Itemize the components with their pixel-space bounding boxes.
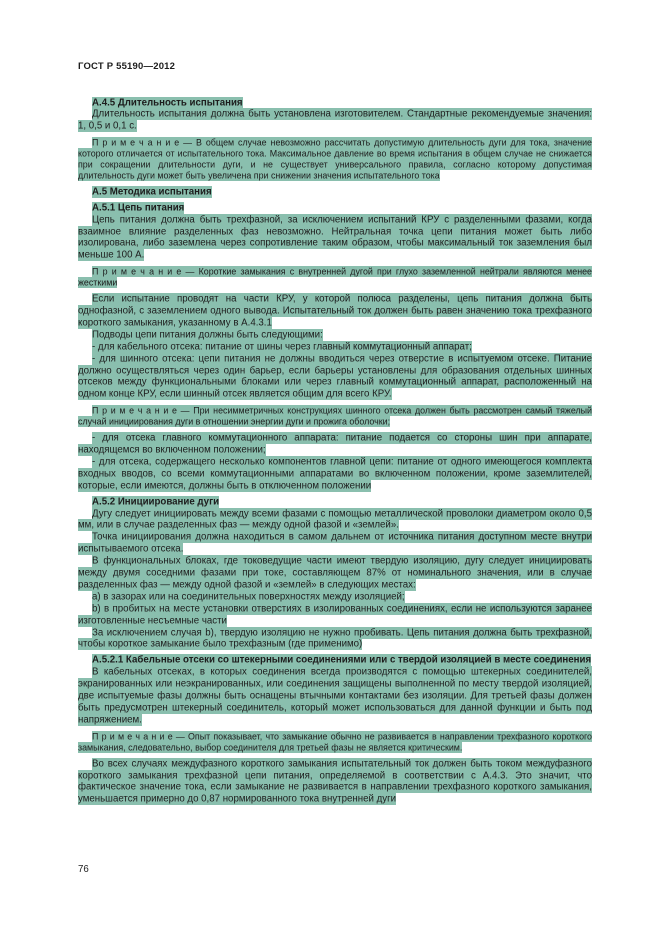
highlighted-text: А.5.1 Цепь питания	[92, 202, 185, 214]
highlighted-text: - для кабельного отсека: питание от шины через главный коммутационный аппарат;	[92, 341, 472, 353]
body-paragraph	[78, 341, 592, 353]
highlighted-text: Дугу следует инициировать между всеми фазами с помощью металлической проволоки диаметром около 0,5 мм, или в случае разделенных фаз — между одной фазой и «землей».	[78, 508, 592, 531]
body-paragraph	[78, 214, 592, 262]
highlighted-text: П р и м е ч а н и е — При несимметричных конструкциях шинного отсека должен быть рассмотрен самый тяжелый случай инициирования дуги в отношении энергии дуги и прожига оболочки;	[78, 405, 592, 427]
body-paragraph	[78, 603, 592, 627]
note-paragraph	[78, 138, 592, 182]
body-paragraph	[78, 591, 592, 603]
highlighted-text: А.5.2 Инициирование дуги	[92, 496, 220, 508]
highlighted-text: а) в зазорах или на соединительных поверхностях между изоляцией;	[92, 591, 405, 603]
body-paragraph	[78, 508, 592, 532]
highlighted-text: - для шинного отсека: цепи питания не должны вводиться через отверстие в испытуемом отсеке. Питание должно осуществляться через один барьер, если барьеры установлены для образования отдельных шинных отсеков между функциональными блоками или через главный коммутационный аппарат, расположенный на одном конце КРУ, если шинный отсек является общим для всего КРУ.	[78, 353, 592, 400]
highlighted-text: b) в пробитых на месте установки отверстиях в изолированных соединениях, если не используются заранее изготовленные несъемные части	[78, 603, 592, 627]
highlighted-text: Точка инициирования должна находиться в самом дальнем от источника питания доступном месте внутри испытываемого отсека.	[78, 531, 592, 555]
document-content	[78, 93, 592, 806]
page-number: 76	[78, 864, 89, 875]
body-paragraph	[78, 556, 592, 592]
document-title: ГОСТ Р 55190—2012	[78, 61, 176, 72]
note-paragraph	[78, 406, 592, 428]
section-heading	[78, 186, 592, 198]
section-heading	[78, 655, 592, 667]
note-paragraph	[78, 731, 592, 753]
body-paragraph	[78, 667, 592, 727]
highlighted-text: За исключением случая b), твердую изоляцию не нужно пробивать. Цепь питания должна быть трехфазной, чтобы короткое замыкание было трехфазным (где применимо)	[78, 627, 592, 650]
section-heading	[78, 97, 592, 109]
note-paragraph	[78, 267, 592, 289]
body-paragraph	[78, 329, 592, 341]
highlighted-text: Цепь питания должна быть трехфазной, за исключением испытаний КРУ с разделенными фазами, когда взаимное влияние разделенных фаз невозможно. Нейтральная точка цепи питания может быть либо изолирована, либо заземлена через сопротивление таким образом, чтобы максимальный ток заземления был меньше 100 А.	[78, 214, 592, 261]
highlighted-text: А.4.5 Длительность испытания	[92, 97, 243, 108]
body-paragraph	[78, 294, 592, 330]
highlighted-text: В функциональных блоках, где токоведущие части имеют твердую изоляцию, дугу следует инициировать между двумя соседними фазами при токе, составляющем 87% от номинального значения, или в случае разделенных фаз — между одной фазой и «землей» в следующих местах:	[78, 555, 592, 591]
highlighted-text: А.5.2.1 Кабельные отсеки со штекерными соединениями или с твердой изоляцией в месте соединения	[92, 654, 592, 666]
body-paragraph	[78, 353, 592, 401]
body-paragraph	[78, 109, 592, 133]
highlighted-text: В кабельных отсеках, в которых соединения всегда производятся с помощью штекерных соединителей, экранированных или неэкранированных, или соединения защищены выполненной по месту твердой изоляцией, две испытуемые фазы должны быть оснащены втычными контактами без изоляции. Для третьей фазы должен быть предусмотрен штекерный соединитель, который может использоваться для данной функции и быть под напряжением.	[78, 666, 592, 726]
body-paragraph	[78, 758, 592, 806]
section-heading	[78, 496, 592, 508]
highlighted-text: Подводы цепи питания должны быть следующими:	[92, 329, 323, 341]
body-paragraph	[78, 532, 592, 556]
body-paragraph	[78, 433, 592, 457]
highlighted-text: Если испытание проводят на части КРУ, у которой полюса разделены, цепь питания должна быть однофазной, с заземлением одного вывода. Испытательный ток должен быть равен значению тока трехфазного короткого замыкания, указанному в А.4.3.1	[78, 293, 592, 329]
highlighted-text: А.5 Методика испытания	[92, 186, 212, 198]
section-heading	[78, 202, 592, 214]
highlighted-text: П р и м е ч а н и е — Опыт показывает, что замыкание обычно не развивается в направлении трехфазного короткого замыкания, следовательно, выбор соединителя для третьей фазы не является критическим.	[78, 731, 592, 753]
body-paragraph	[78, 456, 592, 492]
highlighted-text: - для отсека, содержащего несколько компонентов главной цепи: питание от одного имеющегося комплекта входных вводов, со всеми коммутационными аппаратами во включенном положении, кроме заземлителей, которые, если имеются, должны быть в отключенном положении	[78, 456, 592, 492]
highlighted-text: П р и м е ч а н и е — В общем случае невозможно рассчитать допустимую длительность дуги для тока, значение которого отличается от испытательного тока. Максимальное давление во время испытания в общем случае не снижается при сокращении длительности дуги, и не существует универсального правила, согласно которому допустимая длительность дуги может быть увеличена при снижении значения испытательного тока	[78, 137, 592, 181]
body-paragraph	[78, 627, 592, 651]
highlighted-text: - для отсека главного коммутационного аппарата: питание подается со стороны шин при аппарате, находящемся во включенном положении;	[78, 432, 592, 456]
highlighted-text: Длительность испытания должна быть установлена изготовителем. Стандартные рекомендуемые значения: 1, 0,5 и 0,1 с.	[78, 108, 592, 132]
highlighted-text: П р и м е ч а н и е — Короткие замыкания с внутренней дугой при глухо заземленной нейтрали являются менее жесткими	[78, 266, 592, 288]
highlighted-text: Во всех случаях междуфазного короткого замыкания испытательный ток должен быть током междуфазного короткого замыкания трехфазной цепи питания, определяемой в соответствии с А.4.3. Это значит, что фактическое значение тока, если замыкание не развивается в направлении трехфазного короткого замыкания, уменьшается примерно до 0,87 нормированного тока внутренней дуги	[78, 758, 592, 805]
